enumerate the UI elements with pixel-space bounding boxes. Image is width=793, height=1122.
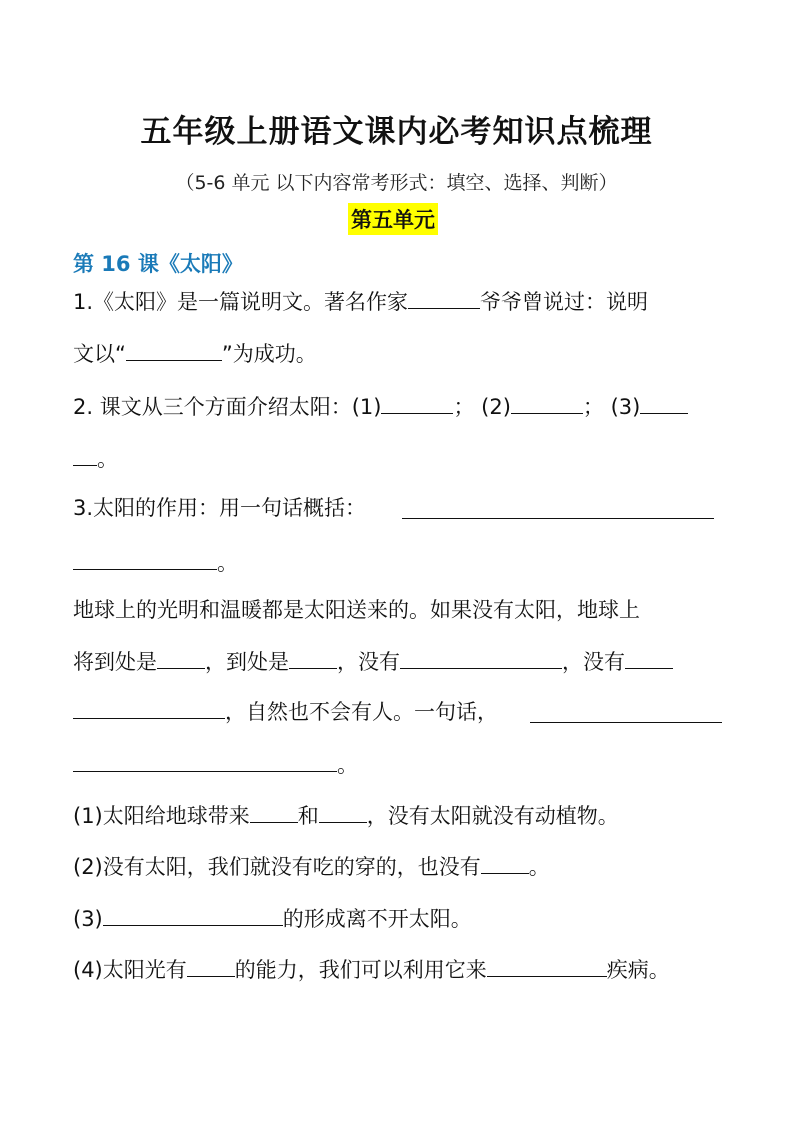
fill-blank[interactable] (289, 646, 337, 669)
fill-blank[interactable] (640, 391, 688, 414)
question-2-text-a: 2. 课文从三个方面介绍太阳：(1) (73, 395, 382, 419)
question-2-text-b: ； (2) (453, 395, 511, 419)
fill-blank[interactable] (625, 646, 673, 669)
fill-blank[interactable] (187, 954, 235, 977)
question-3-line-1 (73, 494, 366, 522)
paragraph-text-2b: ，到处是 (205, 650, 289, 674)
paragraph-text-2d: ，没有 (562, 650, 625, 674)
paragraph-line-1: 地球上的光明和温暖都是太阳送来的。如果没有太阳，地球上 (73, 598, 640, 622)
question-2-text-d: 。 (97, 447, 118, 471)
item-3-text-b: 的形成离不开太阳。 (282, 907, 472, 931)
item-4 (73, 954, 670, 984)
fill-blank[interactable] (103, 903, 283, 926)
fill-blank[interactable] (481, 851, 529, 874)
item-2 (73, 851, 550, 881)
fill-blank[interactable] (408, 286, 480, 309)
paragraph-line-3 (73, 696, 498, 726)
item-3 (73, 903, 472, 933)
paragraph-text-2c: ，没有 (337, 650, 400, 674)
paragraph-text-2a: 将到处是 (73, 650, 157, 674)
paragraph-line-4 (73, 749, 358, 779)
fill-blank[interactable] (250, 800, 298, 823)
item-2-text-b: 。 (528, 855, 550, 879)
item-4-text-b: 的能力，我们可以利用它来 (234, 958, 487, 982)
fill-blank[interactable] (400, 646, 562, 669)
fill-blank[interactable] (511, 391, 583, 414)
question-1-text-a: 1.《太阳》是一篇说明文。著名作家 (73, 290, 409, 314)
page-subtitle: （5-6 单元 以下内容常考形式：填空、选择、判断） (175, 172, 618, 194)
item-1 (73, 800, 619, 830)
lesson-heading: 第 16 课《太阳》 (73, 252, 243, 276)
fill-blank[interactable] (319, 800, 367, 823)
question-1-text-c: 文以“ (73, 342, 126, 366)
fill-blank[interactable] (73, 749, 337, 772)
fill-blank[interactable] (402, 518, 714, 519)
fill-blank[interactable] (73, 443, 97, 466)
item-4-text-a: (4)太阳光有 (73, 958, 187, 982)
fill-blank[interactable] (126, 338, 222, 361)
question-1-line-2 (73, 338, 317, 368)
question-1-line-1 (73, 286, 648, 316)
fill-blank[interactable] (73, 547, 217, 570)
fill-blank[interactable] (530, 722, 722, 723)
item-3-text-a: (3) (73, 907, 103, 931)
page-title: 五年级上册语文课内必考知识点梳理 (140, 114, 653, 150)
question-1-text-b: 爷爷曾说过：说明 (480, 290, 649, 314)
paragraph-text-4: 。 (337, 753, 358, 777)
question-3-text-a: 3.太阳的作用：用一句话概括： (73, 496, 367, 520)
question-2-text-c: ； (3) (582, 395, 641, 419)
fill-blank[interactable] (381, 391, 453, 414)
item-1-text-a: (1)太阳给地球带来 (73, 804, 250, 828)
question-1-text-d: ”为成功。 (221, 342, 317, 366)
unit-heading: 第五单元 (348, 203, 438, 235)
question-2-line-1 (73, 391, 688, 421)
fill-blank[interactable] (73, 696, 225, 719)
paragraph-text-3: ，自然也不会有人。一句话， (225, 700, 498, 724)
item-1-text-b: 和 (297, 804, 319, 828)
fill-blank[interactable] (487, 954, 607, 977)
question-3-line-2 (73, 547, 238, 577)
item-4-text-c: 疾病。 (606, 958, 670, 982)
item-2-text-a: (2)没有太阳，我们就没有吃的穿的，也没有 (73, 855, 481, 879)
fill-blank[interactable] (157, 646, 205, 669)
question-3-text-b: 。 (217, 551, 238, 575)
question-2-line-2 (73, 443, 118, 473)
item-1-text-c: ，没有太阳就没有动植物。 (366, 804, 619, 828)
paragraph-line-2 (73, 646, 673, 676)
